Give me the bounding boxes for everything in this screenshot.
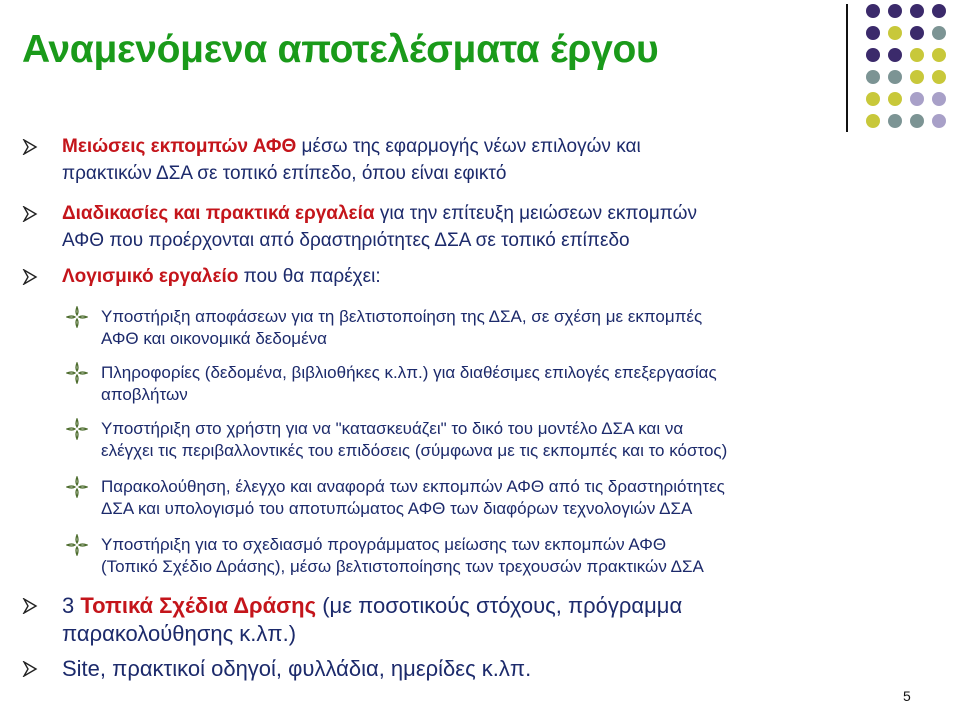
sub-bullet-3-line2: ελέγχει τις περιβαλλοντικές του επιδόσεις (σύμφωνα με τις εκπομπές και το κόστος) xyxy=(101,441,728,460)
sub-bullet-3-line1: Υποστήριξη στο χρήστη για να "κατασκευάζει" το δικό του μοντέλο ΔΣΑ και να xyxy=(101,419,684,438)
diamond-bullet-icon xyxy=(66,534,88,556)
decorative-dot xyxy=(932,48,946,62)
bullet-1-text: μέσω της εφαρμογής νέων επιλογών και xyxy=(296,136,641,157)
sub-bullet-5-line2: (Τοπικό Σχέδιο Δράσης), μέσω βελτιστοποίησης των τρεχουσών πρακτικών ΔΣΑ xyxy=(101,557,704,576)
sub-bullet-1-line2: ΑΦΘ και οικονομικά δεδομένα xyxy=(101,329,327,348)
bullet-2-line2: ΑΦΘ που προέρχονται από δραστηριότητες ΔΣΑ σε τοπικό επίπεδο xyxy=(62,230,630,251)
decorative-dot xyxy=(866,114,880,128)
decorative-dot xyxy=(910,92,924,106)
arrow-bullet-icon xyxy=(22,139,38,155)
sub-bullet-2-line1: Πληροφορίες (δεδομένα, βιβλιοθήκες κ.λπ.) για διαθέσιμες επιλογές επεξεργασίας xyxy=(101,363,717,382)
decorative-dot xyxy=(888,70,902,84)
bullet-3-lead: Λογισμικό εργαλείο xyxy=(62,266,239,287)
decorative-dot xyxy=(910,48,924,62)
decorative-dot xyxy=(866,70,880,84)
final-bullet-1-line2: παρακολούθησης κ.λπ.) xyxy=(62,621,297,646)
decorative-dot xyxy=(932,26,946,40)
sub-bullet-4-line1: Παρακολούθηση, έλεγχο και αναφορά των εκπομπών ΑΦΘ από τις δραστηριότητες xyxy=(101,477,725,496)
decorative-dot xyxy=(888,48,902,62)
decorative-dot xyxy=(888,4,902,18)
bullet-3-text: που θα παρέχει: xyxy=(238,266,381,287)
decorative-dot xyxy=(910,4,924,18)
arrow-bullet-icon xyxy=(22,661,38,677)
final-bullet-1 xyxy=(62,591,682,621)
decorative-dot xyxy=(888,92,902,106)
final-bullet-1-lead: Τοπικά Σχέδια Δράσης xyxy=(80,593,317,618)
diamond-bullet-icon xyxy=(66,476,88,498)
arrow-bullet-icon xyxy=(22,598,38,614)
sub-bullet-4-line2: ΔΣΑ και υπολογισμό του αποτυπώματος ΑΦΘ των διαφόρων τεχνολογιών ΔΣΑ xyxy=(101,499,693,518)
bullet-1 xyxy=(62,133,641,160)
decorative-dot xyxy=(932,4,946,18)
bullet-1-lead: Μειώσεις εκπομπών ΑΦΘ xyxy=(62,136,297,157)
final-bullet-2: Site, πρακτικοί οδηγοί, φυλλάδια, ημερίδες κ.λπ. xyxy=(62,656,532,681)
decorative-dot xyxy=(866,48,880,62)
bullet-3 xyxy=(62,263,381,290)
slide-title: Αναμενόμενα αποτελέσματα έργου xyxy=(22,28,659,71)
bullet-2-lead: Διαδικασίες και πρακτικά εργαλεία xyxy=(62,203,375,224)
diamond-bullet-icon xyxy=(66,418,88,440)
decorative-dot xyxy=(910,70,924,84)
sub-bullet-5-line1: Υποστήριξη για το σχεδιασμό προγράμματος μείωσης των εκπομπών ΑΦΘ xyxy=(101,535,667,554)
arrow-bullet-icon xyxy=(22,269,38,285)
bullet-2 xyxy=(62,200,697,227)
arrow-bullet-icon xyxy=(22,206,38,222)
diamond-bullet-icon xyxy=(66,306,88,328)
sub-bullet-2-line2: αποβλήτων xyxy=(101,385,188,404)
decorative-vertical-line xyxy=(846,4,848,132)
decorative-dot xyxy=(932,70,946,84)
decorative-dot xyxy=(910,26,924,40)
decorative-dot xyxy=(866,26,880,40)
decorative-dot xyxy=(932,92,946,106)
final-bullet-1-prefix: 3 xyxy=(62,593,81,618)
bullet-1-line2: πρακτικών ΔΣΑ σε τοπικό επίπεδο, όπου είναι εφικτό xyxy=(62,163,507,184)
final-bullet-1-text: (με ποσοτικούς στόχους, πρόγραμμα xyxy=(316,593,683,618)
decorative-dot xyxy=(932,114,946,128)
bullet-2-text: για την επίτευξη μειώσεων εκπομπών xyxy=(374,203,697,224)
diamond-bullet-icon xyxy=(66,362,88,384)
decorative-dot xyxy=(866,92,880,106)
decorative-dot xyxy=(888,114,902,128)
decorative-dot xyxy=(866,4,880,18)
page-number: 5 xyxy=(903,688,911,704)
sub-bullet-1-line1: Υποστήριξη αποφάσεων για τη βελτιστοποίηση της ΔΣΑ, σε σχέση με εκπομπές xyxy=(101,307,703,326)
decorative-dot xyxy=(910,114,924,128)
decorative-dot xyxy=(888,26,902,40)
